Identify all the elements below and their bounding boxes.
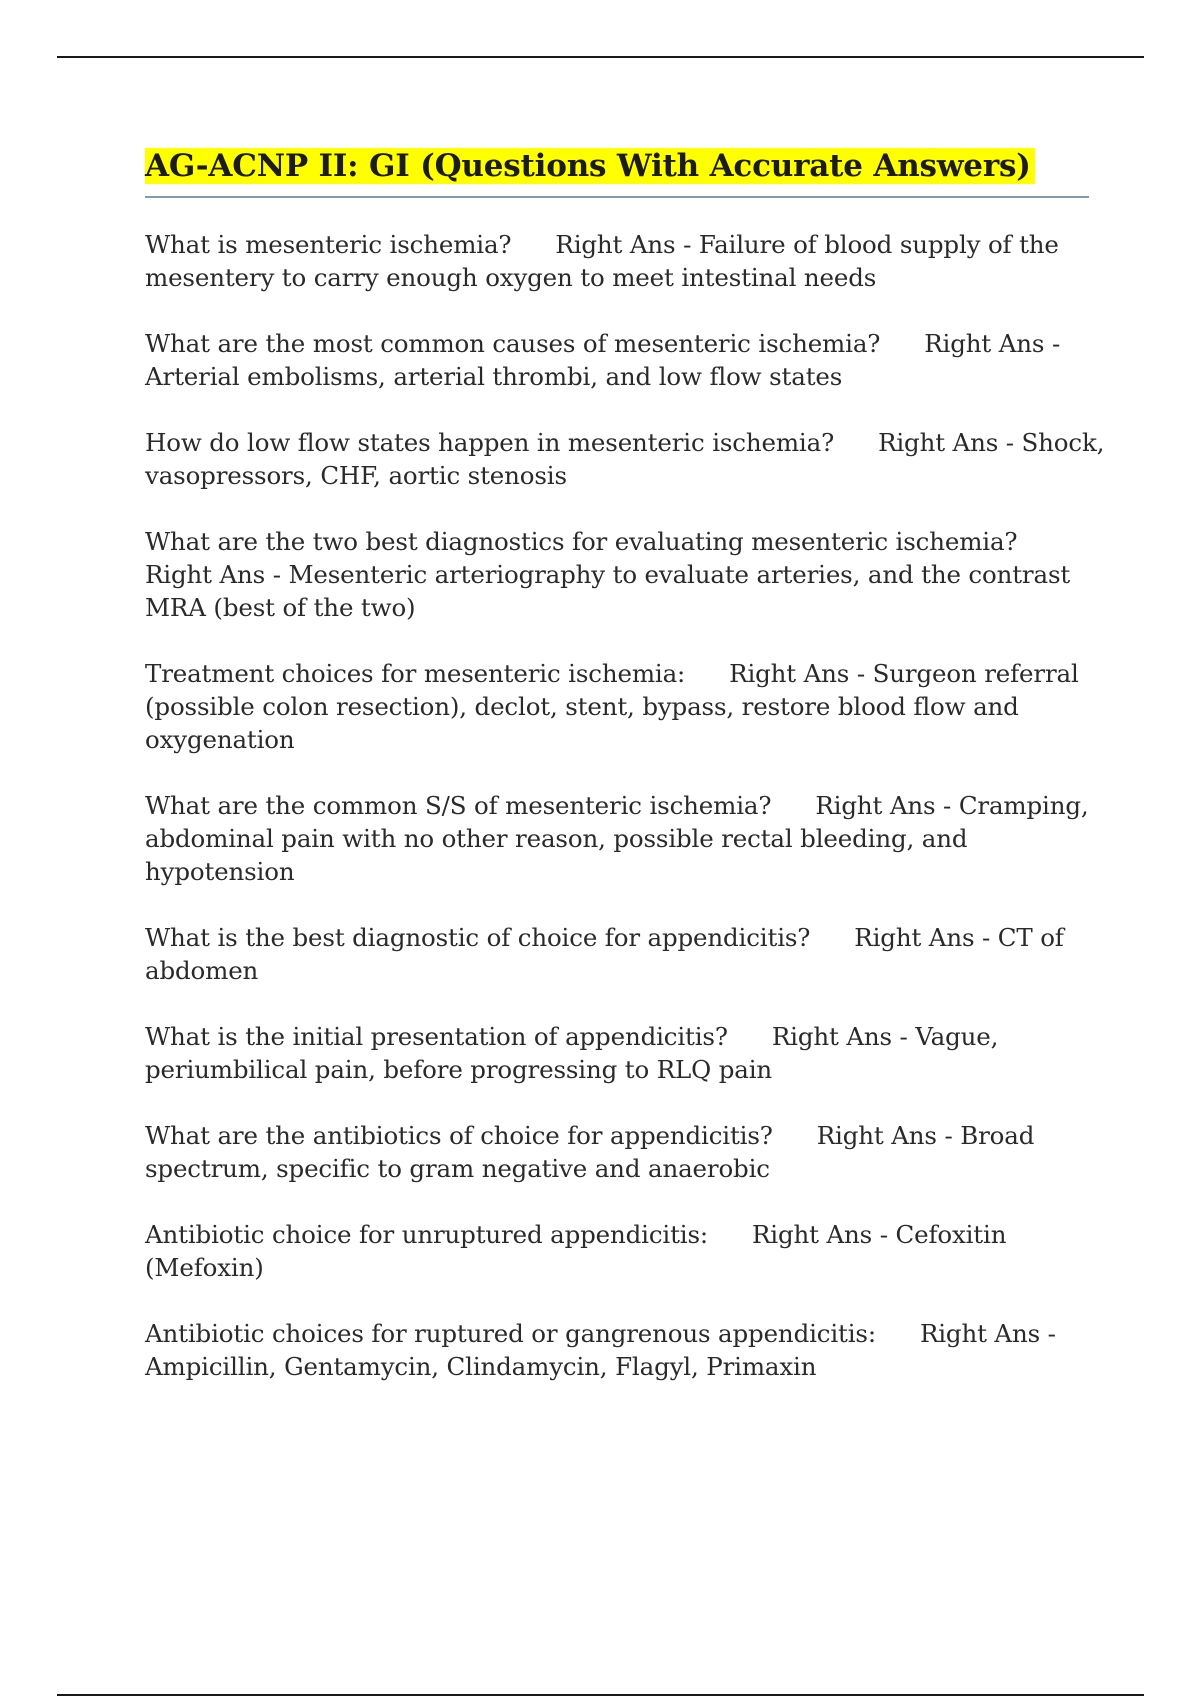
- question-text: How do low flow states happen in mesenteric ischemia?: [145, 428, 835, 457]
- document-title: [145, 146, 1035, 186]
- question-text: What is mesenteric ischemia?: [145, 230, 512, 259]
- qa-item: [145, 1317, 1105, 1383]
- answer-text: Right Ans - Shock, vasopressors, CHF, aortic stenosis: [145, 428, 1105, 490]
- title-highlight: AG-ACNP II: GI (Questions With Accurate Answers): [145, 148, 1035, 184]
- question-text: Antibiotic choice for unruptured appendicitis:: [145, 1220, 709, 1249]
- qa-list: [145, 228, 1105, 1416]
- answer-text: Right Ans - Cramping, abdominal pain with no other reason, possible rectal bleeding, and hypotension: [145, 791, 1089, 886]
- question-text: What are the two best diagnostics for evaluating mesenteric ischemia?: [145, 527, 1018, 556]
- qa-item: [145, 657, 1105, 756]
- answer-text: Right Ans - Broad spectrum, specific to gram negative and anaerobic: [145, 1121, 1035, 1183]
- question-text: Antibiotic choices for ruptured or gangrenous appendicitis:: [145, 1319, 876, 1348]
- qa-item: [145, 327, 1105, 393]
- answer-text: Right Ans - Surgeon referral (possible colon resection), declot, stent, bypass, restore blood flow and oxygenation: [145, 659, 1079, 754]
- answer-text: Right Ans - Ampicillin, Gentamycin, Clindamycin, Flagyl, Primaxin: [145, 1319, 1056, 1381]
- answer-text: Right Ans - Vague, periumbilical pain, before progressing to RLQ pain: [145, 1022, 999, 1084]
- footer-rule: [57, 1694, 1144, 1696]
- answer-text: Right Ans - Mesenteric arteriography to evaluate arteries, and the contrast MRA (best of the two): [145, 560, 1071, 622]
- answer-text: Right Ans - CT of abdomen: [145, 923, 1064, 985]
- question-text: What is the best diagnostic of choice for appendicitis?: [145, 923, 811, 952]
- qa-item: [145, 525, 1105, 624]
- qa-item: [145, 426, 1105, 492]
- title-underline: [145, 196, 1089, 198]
- header-rule: [57, 56, 1144, 58]
- qa-item: [145, 1119, 1105, 1185]
- question-text: Treatment choices for mesenteric ischemia:: [145, 659, 686, 688]
- qa-item: [145, 1020, 1105, 1086]
- answer-text: Right Ans - Cefoxitin (Mefoxin): [145, 1220, 1007, 1282]
- answer-text: Right Ans - Arterial embolisms, arterial thrombi, and low flow states: [145, 329, 1061, 391]
- qa-item: [145, 228, 1105, 294]
- qa-item: [145, 1218, 1105, 1284]
- qa-item: [145, 921, 1105, 987]
- question-text: What are the most common causes of mesenteric ischemia?: [145, 329, 881, 358]
- question-text: What is the initial presentation of appendicitis?: [145, 1022, 728, 1051]
- answer-text: Right Ans - Failure of blood supply of the mesentery to carry enough oxygen to meet intestinal needs: [145, 230, 1059, 292]
- question-text: What are the common S/S of mesenteric ischemia?: [145, 791, 772, 820]
- qa-item: [145, 789, 1105, 888]
- question-text: What are the antibiotics of choice for appendicitis?: [145, 1121, 773, 1150]
